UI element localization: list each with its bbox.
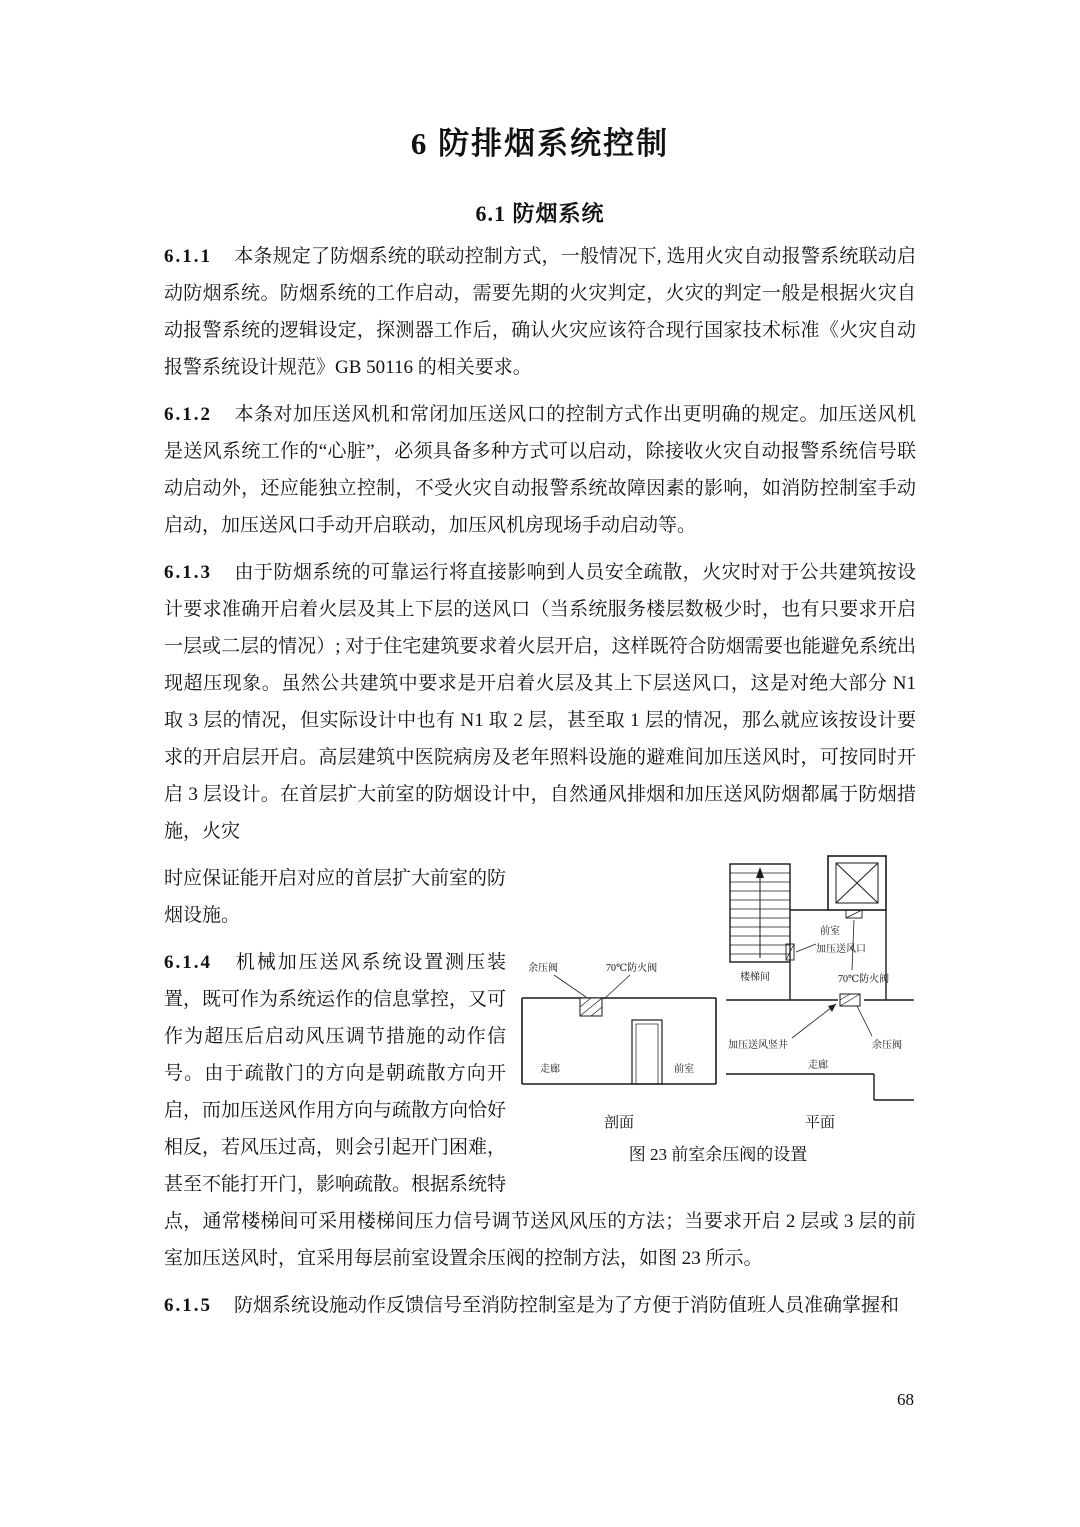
- label-relief-valve: 余压阀: [528, 963, 558, 974]
- label-air-outlet: 加压送风口: [816, 944, 866, 955]
- para-6-1-5: [164, 1287, 916, 1324]
- label-stairwell: 楼梯间: [740, 972, 770, 983]
- page-number: 68: [897, 1390, 914, 1409]
- para-6-1-3-text-part1: 由于防烟系统的可靠运行将直接影响到人员安全疏散，火灾时对于公共建筑按设计要求准确开启着火层及其上下层的送风口（当系统服务楼层数极少时，也有只要求开启一层或二层的情况）; 对于住宅建筑要求着火层开启，这样既符合防烟需要也能避免系统出现超压现象。虽然公共建筑中要求是开启着火层及其上下层送风口，这是对绝大部分 N1 取 3 层的情况，但实际设计中也有 N1 取 2 层，甚至取 1 层的情况，那么就应该按设计要求的开启层开启。高层建筑中医院病房及老年照料设施的避难间加压送风时，可按同时开启 3 层设计。在首层扩大前室的防烟设计中，自然通风排烟和加压送风防烟都属于防烟措施，火灾: [164, 562, 916, 842]
- label-front-room: 前室: [820, 926, 840, 937]
- label-fire-damper: 70℃防火阀: [606, 963, 658, 974]
- label-front-room: 前室: [674, 1064, 694, 1075]
- para-6-1-3-number: 6.1.3: [164, 562, 212, 583]
- section-view-title: 剖面: [603, 1115, 634, 1131]
- figure-23-diagrams: [520, 854, 916, 1132]
- label-corridor: 走廊: [808, 1060, 828, 1071]
- para-6-1-2: [164, 396, 916, 544]
- label-relief-valve: 余压阀: [872, 1040, 902, 1051]
- para-6-1-5-text: 防烟系统设施动作反馈信号至消防控制室是为了方便于消防值班人员准确掌握和: [234, 1295, 900, 1316]
- figure-section-view: [520, 958, 718, 1132]
- para-6-1-1: [164, 238, 916, 386]
- para-6-1-4-number: 6.1.4: [164, 952, 212, 973]
- para-6-1-3-text-part2: 时应保证能开启对应的首层扩大前室的防烟设施。: [164, 868, 507, 926]
- figure-23-caption: 图 23 前室余压阀的设置: [628, 1145, 808, 1164]
- label-fire-damper: 70℃防火阀: [838, 974, 890, 985]
- fire-damper-symbol: [846, 910, 862, 918]
- para-6-1-1-text: 本条规定了防烟系统的联动控制方式，一般情况下, 选用火灾自动报警系统联动启动防烟系统。防烟系统的工作启动，需要先期的火灾判定，火灾的判定一般是根据火灾自动报警系统的逻辑设定，探测器工作后，确认火灾应该符合现行国家技术标准《火灾自动报警系统设计规范》GB 50116 的相关要求。: [164, 246, 916, 378]
- plan-view-drawing: [724, 854, 916, 1106]
- label-air-shaft: 加压送风竖井: [728, 1040, 788, 1051]
- front-room-walls: [790, 910, 886, 1000]
- section-heading: 6.1 防烟系统: [475, 201, 605, 226]
- section-leader-lines: [554, 975, 630, 999]
- section-view-labels: [528, 961, 694, 1075]
- plan-view-title: 平面: [804, 1115, 835, 1131]
- label-corridor: 走廊: [540, 1064, 560, 1075]
- para-6-1-2-number: 6.1.2: [164, 404, 212, 425]
- chapter-title: 6 防排烟系统控制: [410, 126, 670, 161]
- relief-valve-symbol-plan: [840, 994, 860, 1006]
- relief-valve-symbol: [580, 998, 602, 1016]
- figure-23: [520, 854, 916, 1165]
- stair-direction-arrow: [756, 867, 764, 958]
- section-view-drawing: [520, 958, 718, 1106]
- para-6-1-4-text: 机械加压送风系统设置测压装置，既可作为系统运作的信息掌控，又可作为超压后启动风压调节措施的动作信号。由于疏散门的方向是朝疏散方向开启，而加压送风作用方向与疏散方向恰好相反，若风压过高，则会引起开门困难，甚至不能打开门，影响疏散。根据系统特点，通常楼梯间可采用楼梯间压力信号调节送风风压的方法；当要求开启 2 层或 3 层的前室加压送风时，宜采用每层前室设置余压阀的控制方法，如图 23 所示。: [164, 952, 916, 1269]
- figure-plan-view: [724, 854, 916, 1132]
- fan-shaft-box: [828, 856, 886, 910]
- para-6-1-5-number: 6.1.5: [164, 1295, 212, 1316]
- para-6-1-3: [164, 554, 916, 850]
- plan-view-labels: [728, 924, 902, 1071]
- door-symbol: [632, 1020, 662, 1084]
- para-6-1-2-text: 本条对加压送风机和常闭加压送风口的控制方式作出更明确的规定。加压送风机是送风系统工作的“心脏”，必须具备多种方式可以启动，除接收火灾自动报警系统信号联动启动外，还应能独立控制，不受火灾自动报警系统故障因素的影响，如消防控制室手动启动，加压送风口手动开启联动，加压风机房现场手动启动等。: [164, 404, 916, 536]
- para-6-1-1-number: 6.1.1: [164, 246, 212, 267]
